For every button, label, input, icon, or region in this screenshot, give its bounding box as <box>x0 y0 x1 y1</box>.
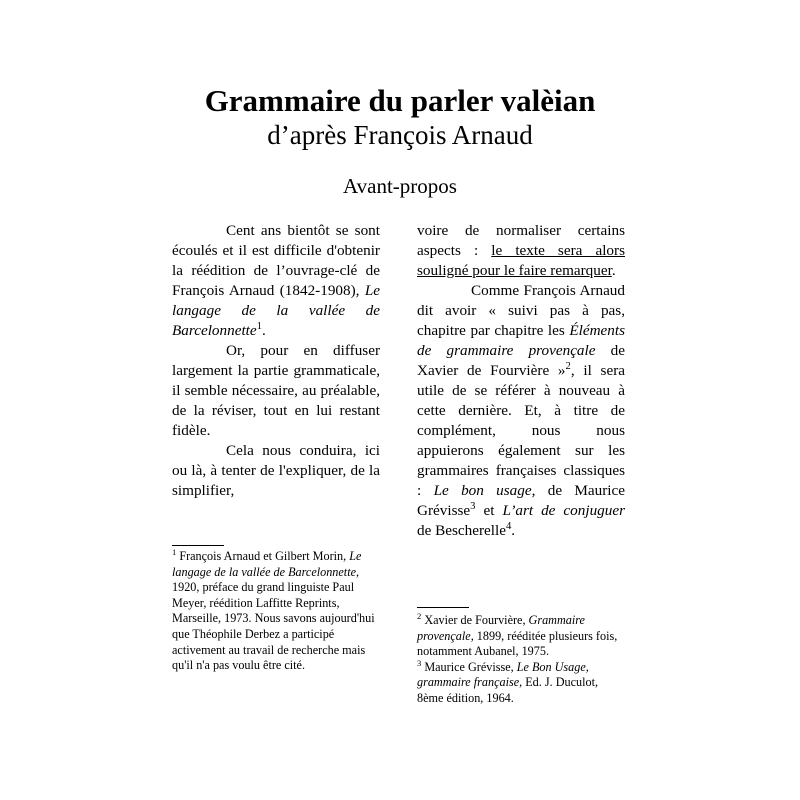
paragraph-4-text-b: de Xavier de Fourvière » <box>417 342 625 379</box>
paragraph-4-text-e: et <box>483 502 495 519</box>
footnote-3 <box>417 657 627 707</box>
footnote-ref-2[interactable]: 2 <box>565 360 571 372</box>
footnote-number: 3 <box>417 657 422 668</box>
section-heading: Avant-propos <box>343 174 457 198</box>
left-column <box>172 221 380 501</box>
footnote-3-text-b: Ed. J. Duculot, 8ème édition, 1964. <box>417 675 598 705</box>
punctuation: . <box>611 262 616 279</box>
page-subtitle: d’après François Arnaud <box>267 120 533 150</box>
footnotes-right <box>417 610 627 707</box>
book-title: Éléments de grammaire provençale <box>417 322 625 359</box>
footnote-divider-left <box>172 545 224 546</box>
punctuation: . <box>511 522 516 539</box>
paragraph-3: Cela nous conduira, ici ou là, à tenter de l'expliquer, de la simplifier, <box>172 442 380 499</box>
footnote-1-text-b: 1920, préface du grand linguiste Paul Meyer, réédition Laffitte Reprints, Marseille, 1973. Nous savons aujourd'hui que Théophile Derbez a participé activement au travail de recherche mais qu'il n'a pas voulu être cité. <box>172 580 375 673</box>
footnote-1-text-a: François Arnaud et Gilbert Morin, <box>179 549 347 563</box>
footnote-ref-4[interactable]: 4 <box>505 520 512 532</box>
footnote-2 <box>417 610 627 660</box>
book-title: Le bon usage, <box>433 482 536 499</box>
book-title: Grammaire provençale, <box>417 613 585 643</box>
punctuation: . <box>261 322 266 339</box>
right-column <box>417 221 625 541</box>
book-title: L’art de conjuguer <box>502 502 626 519</box>
footnote-divider-right <box>417 607 469 608</box>
footnote-ref-1[interactable]: 1 <box>256 320 262 332</box>
paragraph-3-continued-text: voire de normaliser certains aspects : <box>417 222 625 259</box>
footnotes-left <box>172 546 382 674</box>
book-title: Le langage de la vallée de Barcelonnette, <box>172 549 362 579</box>
paragraph-4-text-f: de Bescherelle <box>417 522 506 539</box>
footnote-ref-3[interactable]: 3 <box>470 500 476 512</box>
page-title: Grammaire du parler valèian <box>204 83 596 118</box>
book-title: Le langage de la vallée de Barcelonnette <box>172 282 380 339</box>
footnote-1 <box>172 546 382 674</box>
paragraph-1-text: Cent ans bientôt se sont écoulés et il est difficile d'obtenir la réédition de l’ouvrage-clé de François Arnaud (1842-1908), <box>172 222 380 299</box>
footnote-number: 2 <box>417 610 422 621</box>
paragraph-4 <box>417 281 625 541</box>
paragraph-4-text-a: Comme François Arnaud dit avoir « suivi pas à pas, chapitre par chapitre les <box>417 282 625 339</box>
paragraph-2: Or, pour en diffuser largement la partie grammaticale, il semble nécessaire, au préalable, de la réviser, tout en lui restant fidèle. <box>172 342 380 439</box>
footnote-2-text-b: 1899, rééditée plusieurs fois, notamment Aubanel, 1975. <box>417 628 618 659</box>
paragraph-3-continued <box>417 221 625 281</box>
paragraph-1 <box>172 221 380 341</box>
footnote-number: 1 <box>172 546 177 557</box>
paragraph-4-text-c: , il sera utile de se référer à nouveau à cette dernière. Et, à titre de complément, nous nous appuierons également sur les grammaires françaises classiques : <box>417 362 625 499</box>
book-title: Le Bon Usage, grammaire française, <box>417 659 589 690</box>
underlined-note: le texte sera alors souligné pour le faire remarquer <box>417 242 625 279</box>
paragraph-4-text-d: de Maurice Grévisse <box>417 482 626 519</box>
footnote-3-text-a: Maurice Grévisse, <box>424 659 514 674</box>
footnote-2-text-a: Xavier de Fourvière, <box>424 613 526 627</box>
